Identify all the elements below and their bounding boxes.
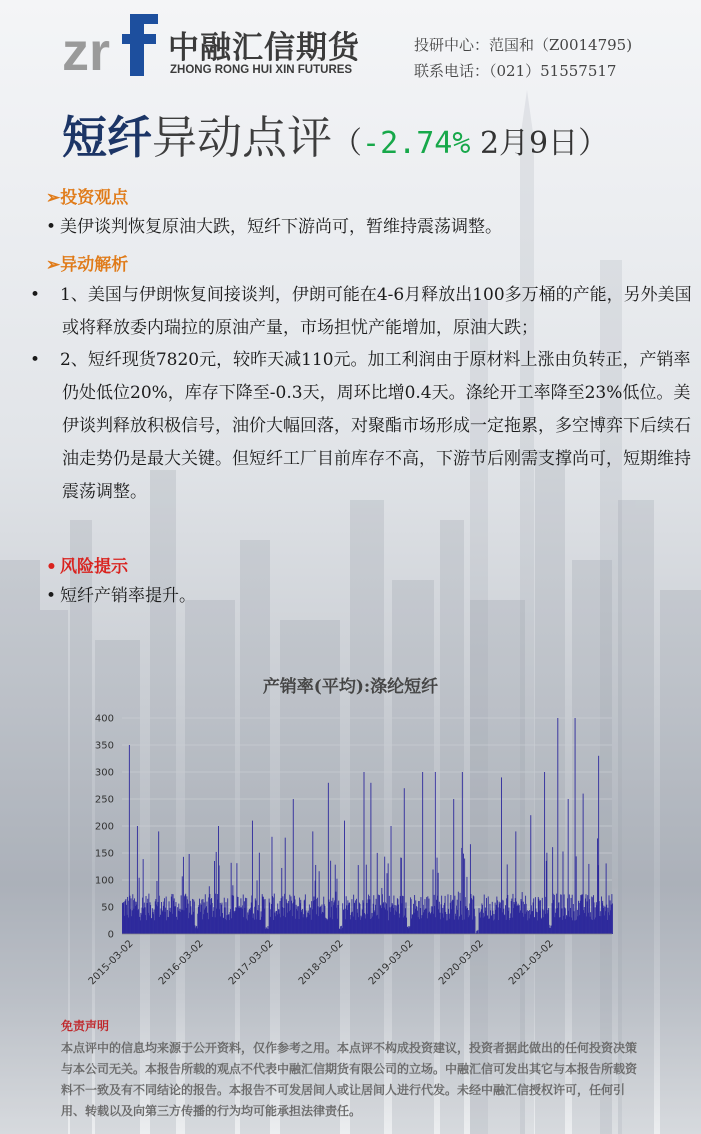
sales-rate-bar-chart [80, 700, 620, 1020]
section-heading-risk [46, 552, 128, 577]
bullet-symbol: • [46, 586, 57, 606]
bar [364, 772, 365, 934]
bar [453, 799, 454, 934]
bar [462, 772, 463, 934]
x-tick-label: 2019-03-02 [366, 938, 416, 988]
company-logo-mark [62, 12, 162, 78]
y-tick-label: 300 [94, 767, 114, 779]
y-tick-label: 250 [94, 794, 114, 806]
y-tick-label: 350 [94, 740, 114, 752]
view-text: 美伊谈判恢复原油大跌，短纤下游尚可，暂维持震荡调整。 [60, 217, 502, 237]
risk-heading-text: 风险提示 [60, 557, 128, 577]
bar [435, 772, 436, 934]
disclaimer-heading: 免责声明 [61, 1019, 110, 1033]
x-tick-label: 2020-03-02 [436, 938, 486, 988]
title-topic: 异动点评 [152, 111, 333, 164]
analyst-contact: 投研中心：范国和（Z0014795) [414, 36, 633, 54]
y-tick-label: 50 [101, 902, 114, 914]
analysis-bullet-2 [30, 344, 692, 509]
y-tick-label: 0 [107, 929, 114, 941]
analysis-text-2: 2、短纤现货7820元，较昨天减110元。加工利润由于原材料上涨由负转正，产销率仍处低位20%，库存下降至-0.3天，周环比增0.4天。涤纶开工率降至23%低位。美伊谈判释放积极信号，油价大幅回落，对聚酯市场形成一定拖累，多空博弈下后续石油走势仍是最大关键。但短纤工厂目前库存不高，下游节后刚需支撑尚可，短期维持震荡调整。 [60, 350, 691, 502]
bar [612, 903, 613, 934]
y-tick-label: 200 [94, 821, 114, 833]
bar [404, 788, 405, 934]
section-heading-view: ➢投资观点 [46, 188, 129, 208]
bar [475, 916, 476, 934]
risk-bullet [46, 580, 196, 613]
bar [575, 718, 576, 934]
bar [252, 821, 253, 934]
analysis-text-1: 1、美国与伊朗恢复间接谈判，伊朗可能在4-6月释放出100多万桶的产能，另外美国或将释放委内瑞拉的原油产量，市场担忧产能增加，原油大跌； [60, 285, 692, 338]
x-tick-label: 2021-03-02 [506, 938, 556, 988]
bar [265, 899, 266, 934]
phone-contact: 联系电话：（021）51557517 [414, 62, 617, 80]
bullet-symbol: • [30, 350, 41, 370]
bullet-symbol: • [30, 285, 41, 305]
analysis-bullet-1 [30, 279, 692, 345]
x-tick-label: 2018-03-02 [296, 938, 346, 988]
risk-text: 短纤产销率提升。 [60, 586, 196, 606]
y-tick-label: 150 [94, 848, 114, 860]
section-heading-analysis: ➢异动解析 [46, 255, 129, 275]
bar [370, 783, 371, 934]
disclaimer-text: 本点评中的信息均来源于公开资料，仅作参考之用。本点评不构成投资建议，投资者据此做出的任何投资决策与本公司无关。本报告所载的观点不代表中融汇信期货有限公司的立场。中融汇信可发出其它与本报告所载资料不一致及有不同结论的报告。本报告不可发居间人或让居间人进行代发。未经中融汇信授权许可，任何引用、转载以及向第三方传播的行为均可能承担法律责任。 [61, 1041, 638, 1118]
title-change-percent: -2.74% [362, 126, 471, 161]
x-tick-label: 2016-03-02 [156, 938, 206, 988]
bullet-symbol: • [46, 557, 57, 577]
view-bullet [46, 211, 502, 244]
svg-text:zr: zr [62, 22, 111, 78]
y-tick-label: 400 [94, 713, 114, 725]
x-tick-label: 2015-03-02 [86, 938, 136, 988]
title-date: 2月9日） [470, 126, 609, 161]
title-product: 短纤 [62, 111, 153, 164]
company-name-en: ZHONG RONG HUI XIN FUTURES [170, 64, 353, 76]
chart-title: 产销率(平均):涤纶短纤 [262, 677, 439, 697]
title-paren-open: （ [332, 126, 363, 161]
bar [557, 718, 558, 934]
page-title [62, 110, 608, 172]
x-tick-label: 2017-03-02 [226, 938, 276, 988]
company-name-cn: 中融汇信期货 [168, 30, 360, 66]
bullet-symbol: • [46, 217, 57, 237]
y-tick-label: 100 [94, 875, 114, 887]
